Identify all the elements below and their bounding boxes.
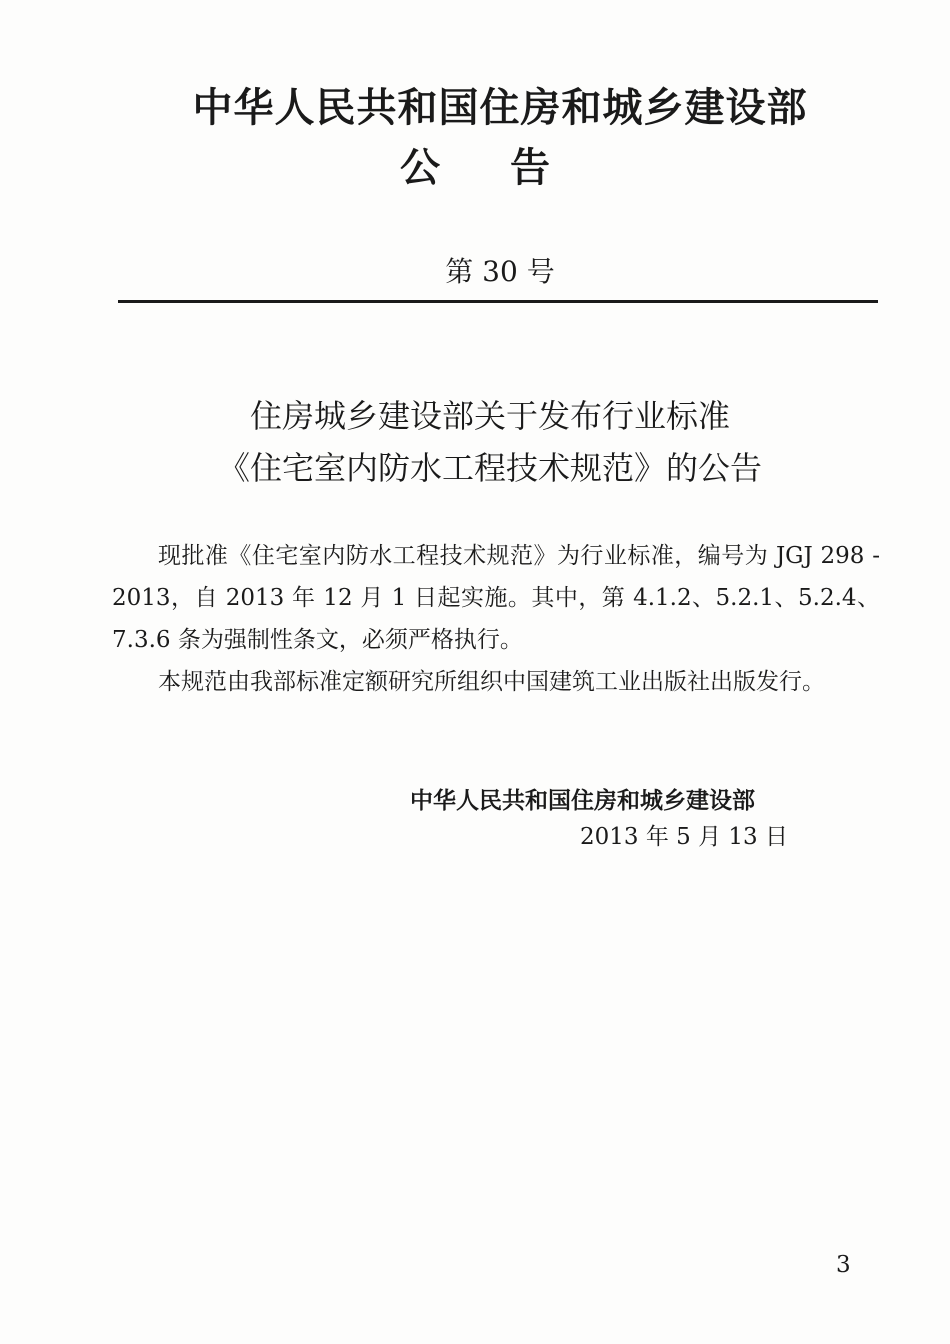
document-heading-line-2: 《住宅室内防水工程技术规范》的公告 bbox=[217, 449, 762, 487]
document-heading-line-1: 住房城乡建设部关于发布行业标准 bbox=[249, 397, 730, 435]
document-body bbox=[112, 535, 880, 703]
signature-organization: 中华人民共和国住房和城乡建设部 bbox=[410, 788, 755, 814]
page-number: 3 bbox=[836, 1252, 851, 1278]
signature-date: 2013 年 5 月 13 日 bbox=[580, 824, 788, 850]
document-heading bbox=[0, 390, 950, 494]
body-paragraph-2: 本规范由我部标准定额研究所组织中国建筑工业出版社出版发行。 bbox=[158, 669, 825, 695]
ministry-title: 中华人民共和国住房和城乡建设部 bbox=[192, 85, 808, 131]
notice-title: 公告 bbox=[400, 145, 620, 191]
body-paragraph-1: 现批准《住宅室内防水工程技术规范》为行业标准，编号为 JGJ 298 - 2013，自 2013 年 12 月 1 日起实施。其中，第 4.1.2、5.2.1、5.2.4、7.3.6 条为强制性条文，必须严格执行。 bbox=[112, 543, 880, 653]
divider-line bbox=[118, 300, 878, 303]
issue-number: 第 30 号 bbox=[445, 255, 555, 288]
